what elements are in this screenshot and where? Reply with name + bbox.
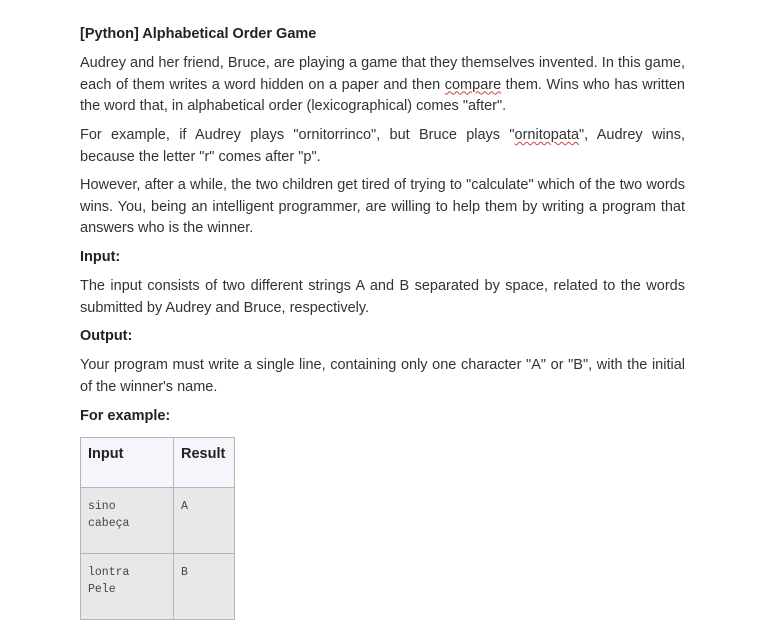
table-header-row: [81, 438, 235, 488]
example-input-line: cabeça: [88, 517, 130, 530]
output-heading: Output:: [80, 328, 133, 344]
input-description: The input consists of two different strings A and B separated by space, related to the words submitted by Audrey and Bruce, respectively.: [80, 278, 685, 316]
page-title: [Python] Alphabetical Order Game: [80, 26, 317, 42]
example-input-cell: [81, 488, 174, 554]
spellcheck-word-ornitopata: ornitopata: [514, 127, 580, 143]
example-input-line: Pele: [88, 583, 116, 596]
intro-text-end: them. Wins who has written the word that, in alphabetical order (lexicographical) comes "after".: [80, 76, 685, 114]
table-row: [81, 488, 235, 554]
column-header-input: Input: [81, 438, 174, 488]
example-text-start: For example, if Audrey plays "ornitorrinco", but Bruce plays ": [80, 127, 515, 143]
example-paragraph: [80, 125, 685, 168]
example-text-end: ", Audrey wins, because the letter "r" comes after "p".: [80, 127, 685, 165]
example-input-line: lontra: [88, 566, 130, 579]
example-input-cell: [81, 554, 174, 620]
however-paragraph: However, after a while, the two children get tired of trying to "calculate" which of the two words wins. You, being an intelligent programmer, are willing to help them by writing a program that answers who is the winner.: [80, 177, 685, 236]
output-description: Your program must write a single line, containing only one character "A" or "B", with the initial of the winner's name.: [80, 357, 685, 395]
for-example-heading: For example:: [80, 408, 171, 424]
table-row: [81, 554, 235, 620]
example-result-cell: A: [174, 488, 235, 554]
column-header-result: Result: [174, 438, 235, 488]
spellcheck-word-compare: compare: [444, 76, 502, 93]
intro-paragraph: [80, 53, 685, 118]
example-result-cell: B: [174, 554, 235, 620]
example-input-line: sino: [88, 500, 116, 513]
examples-table: [80, 437, 235, 620]
intro-text-start: Audrey and her friend, Bruce, are playing a game that they themselves invented. In this game, each of them writes a word hidden on a paper and then: [80, 55, 685, 93]
input-heading: Input:: [80, 249, 121, 265]
